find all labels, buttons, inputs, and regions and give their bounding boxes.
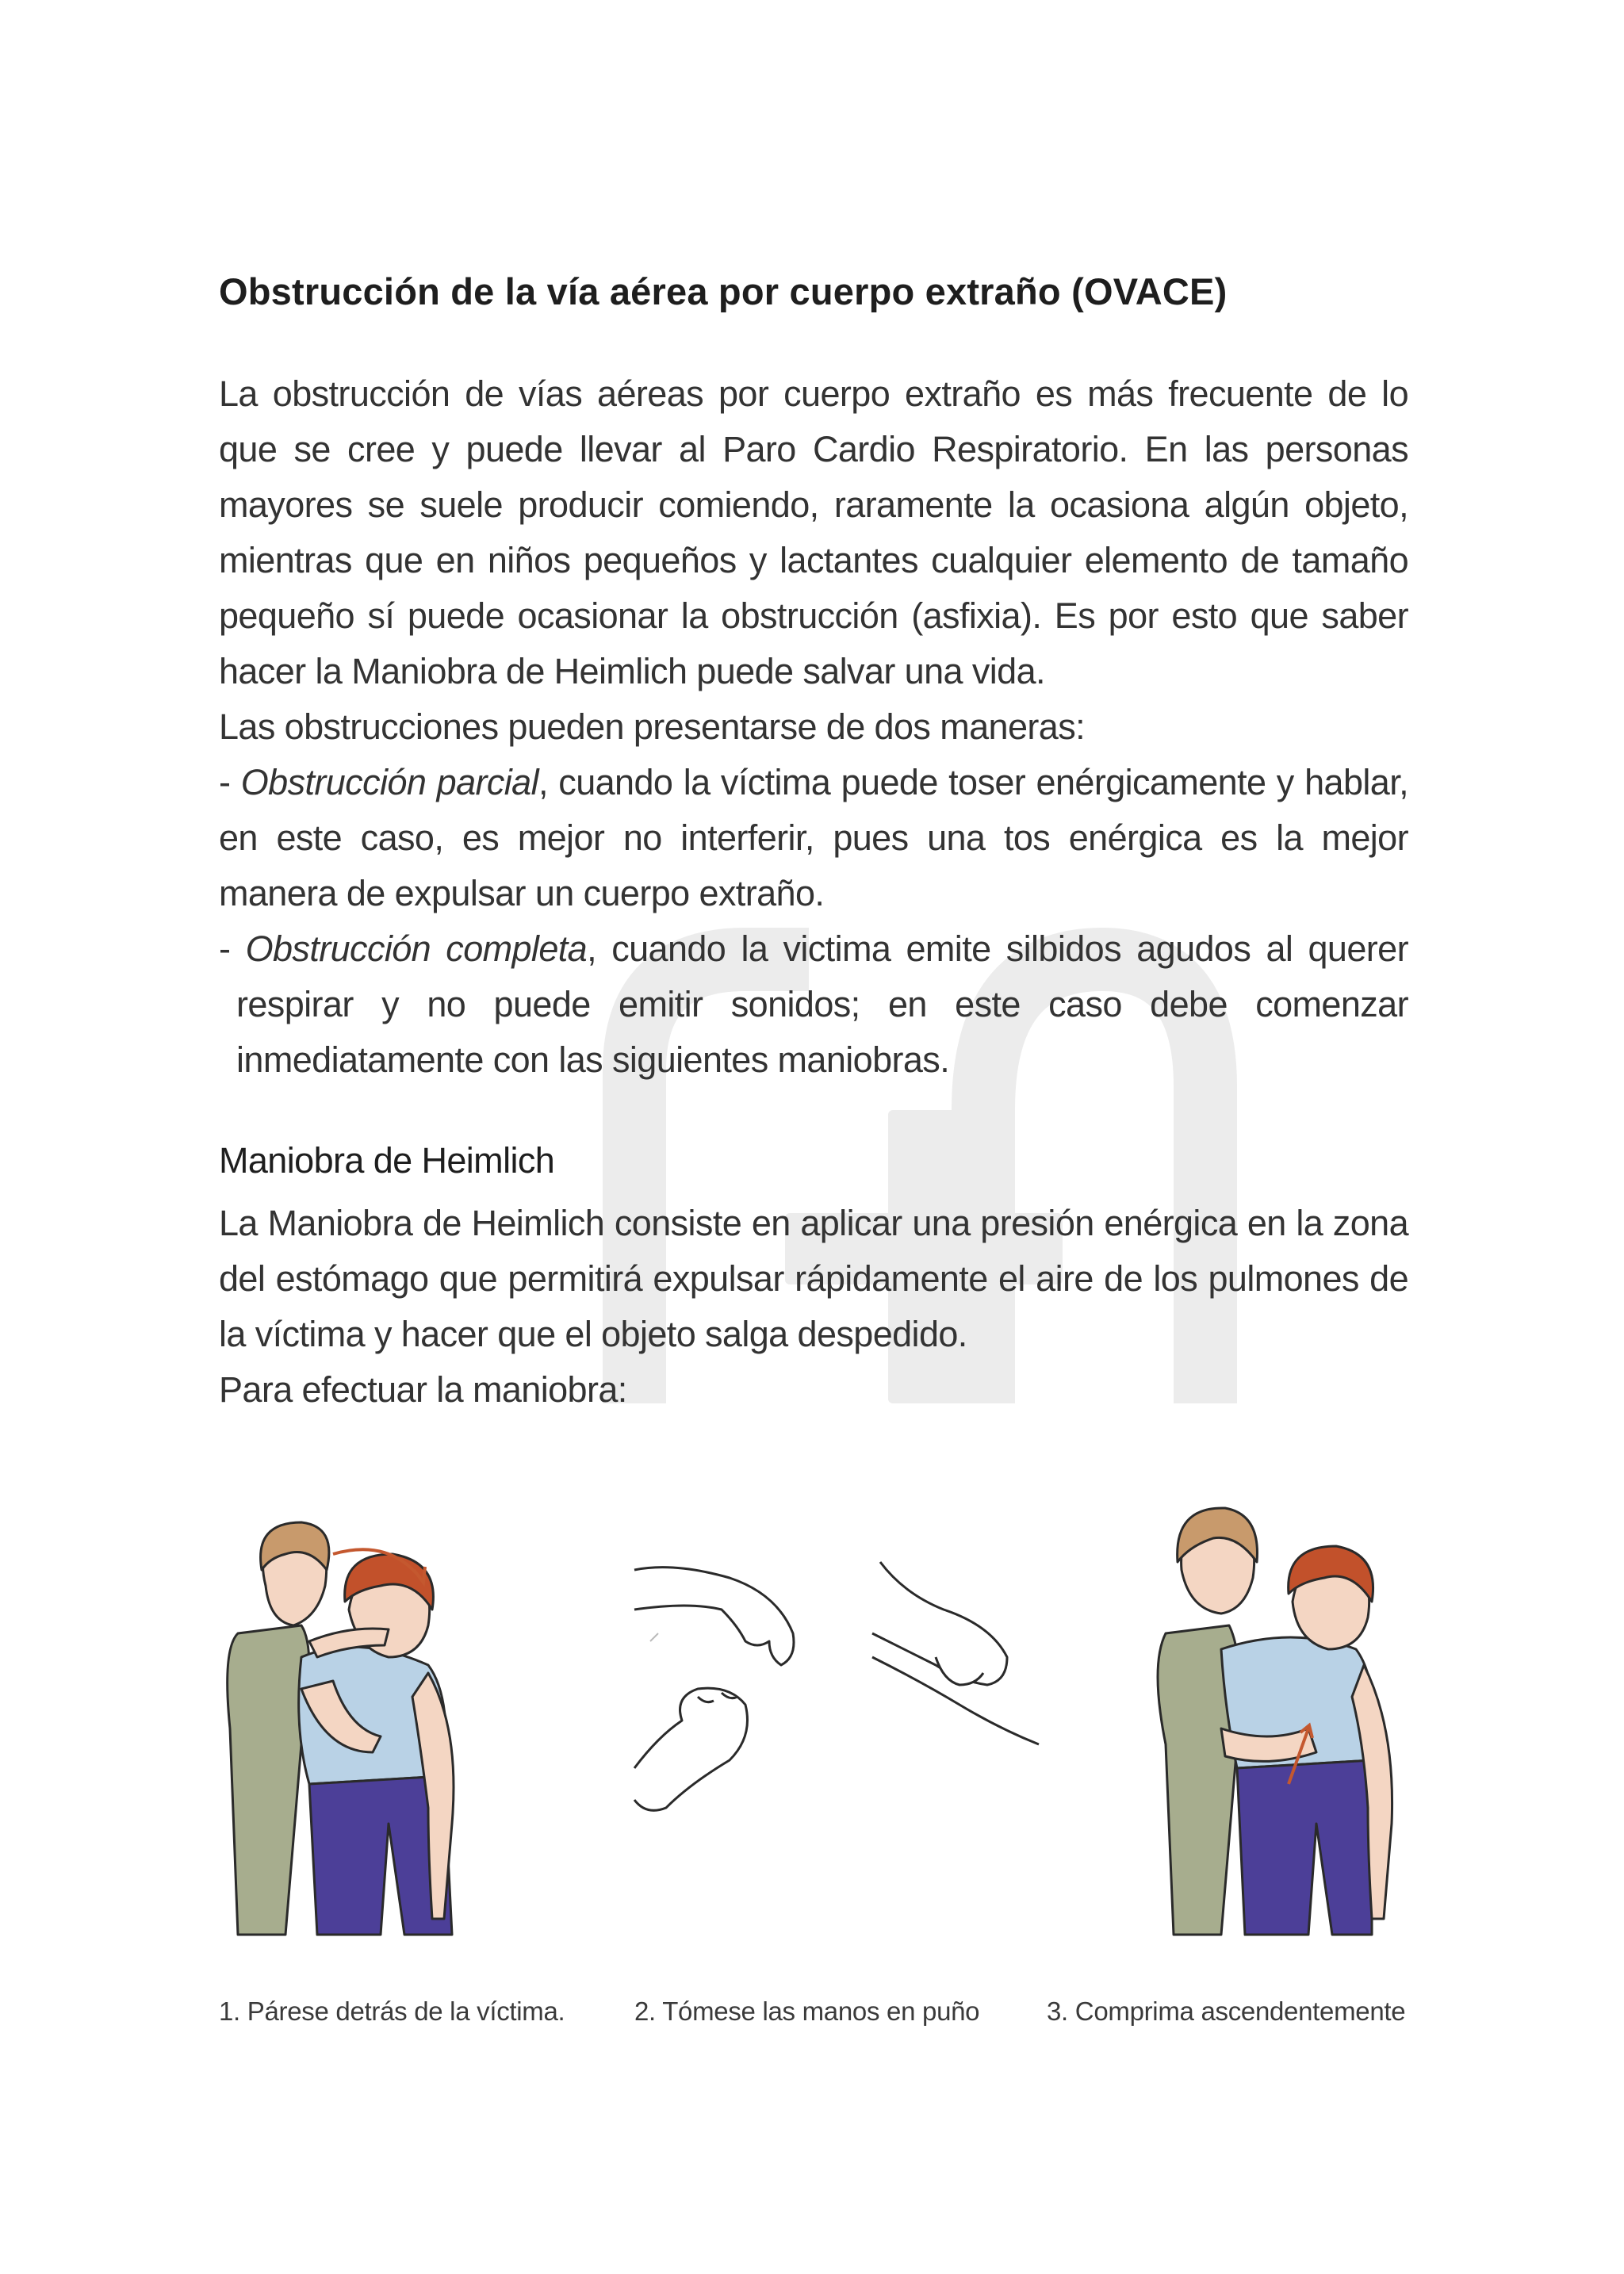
list-item-partial xyxy=(219,755,1408,921)
list-dash: - xyxy=(219,928,246,969)
heimlich-section xyxy=(219,1196,1408,1418)
obstruction-types-intro: Las obstrucciones pueden presentarse de dos maneras: xyxy=(219,706,1085,747)
step-2-caption: 2. Tómese las manos en puño xyxy=(634,1996,980,2026)
heimlich-paragraph: La Maniobra de Heimlich consiste en aplicar una presión enérgica en la zona del estómago que permitirá expulsar rápidamente el aire de los pulmones de la víctima y hacer que el objeto salga despedido. xyxy=(219,1203,1408,1354)
intro-section xyxy=(219,366,1408,1088)
page-title: Obstrucción de la vía aérea por cuerpo extraño (OVACE) xyxy=(219,270,1228,312)
list-dash: - xyxy=(219,762,241,802)
complete-description: , cuando la victima emite silbidos agudos al querer respirar y no puede emitir sonidos; en este caso debe comenzar inmediatamente con las siguientes maniobras. xyxy=(236,928,1408,1080)
illustration-step-3 xyxy=(1150,1491,1451,1951)
step-1-caption: 1. Párese detrás de la víctima. xyxy=(219,1996,565,2026)
term-partial: Obstrucción parcial xyxy=(240,762,539,802)
step-3-caption: 3. Comprima ascendentemente xyxy=(1047,1996,1406,2026)
illustration-step-1 xyxy=(190,1491,508,1951)
heimlich-heading: Maniobra de Heimlich xyxy=(219,1140,555,1181)
intro-paragraph: La obstrucción de vías aéreas por cuerpo extraño es más frecuente de lo que se cree y puede llevar al Paro Cardio Respiratorio. En las personas mayores se suele producir comiendo, raramente la ocasiona algún objeto, mientras que en niños pequeños y lactantes cualquier elemento de tamaño pequeño sí puede ocasionar la obstrucción (asfixia). Es por esto que saber hacer la Maniobra de Heimlich puede salvar una vida. xyxy=(219,373,1408,691)
partial-description: , cuando la víctima puede toser enérgicamente y hablar, en este caso, es mejor no interferir, pues una tos enérgica es la mejor manera de expulsar un cuerpo extraño. xyxy=(219,762,1408,913)
term-complete: Obstrucción completa xyxy=(245,928,588,969)
list-item-complete xyxy=(219,921,1408,1088)
heimlich-instructions-lead: Para efectuar la maniobra: xyxy=(219,1369,627,1410)
illustration-step-2 xyxy=(626,1546,1055,1863)
